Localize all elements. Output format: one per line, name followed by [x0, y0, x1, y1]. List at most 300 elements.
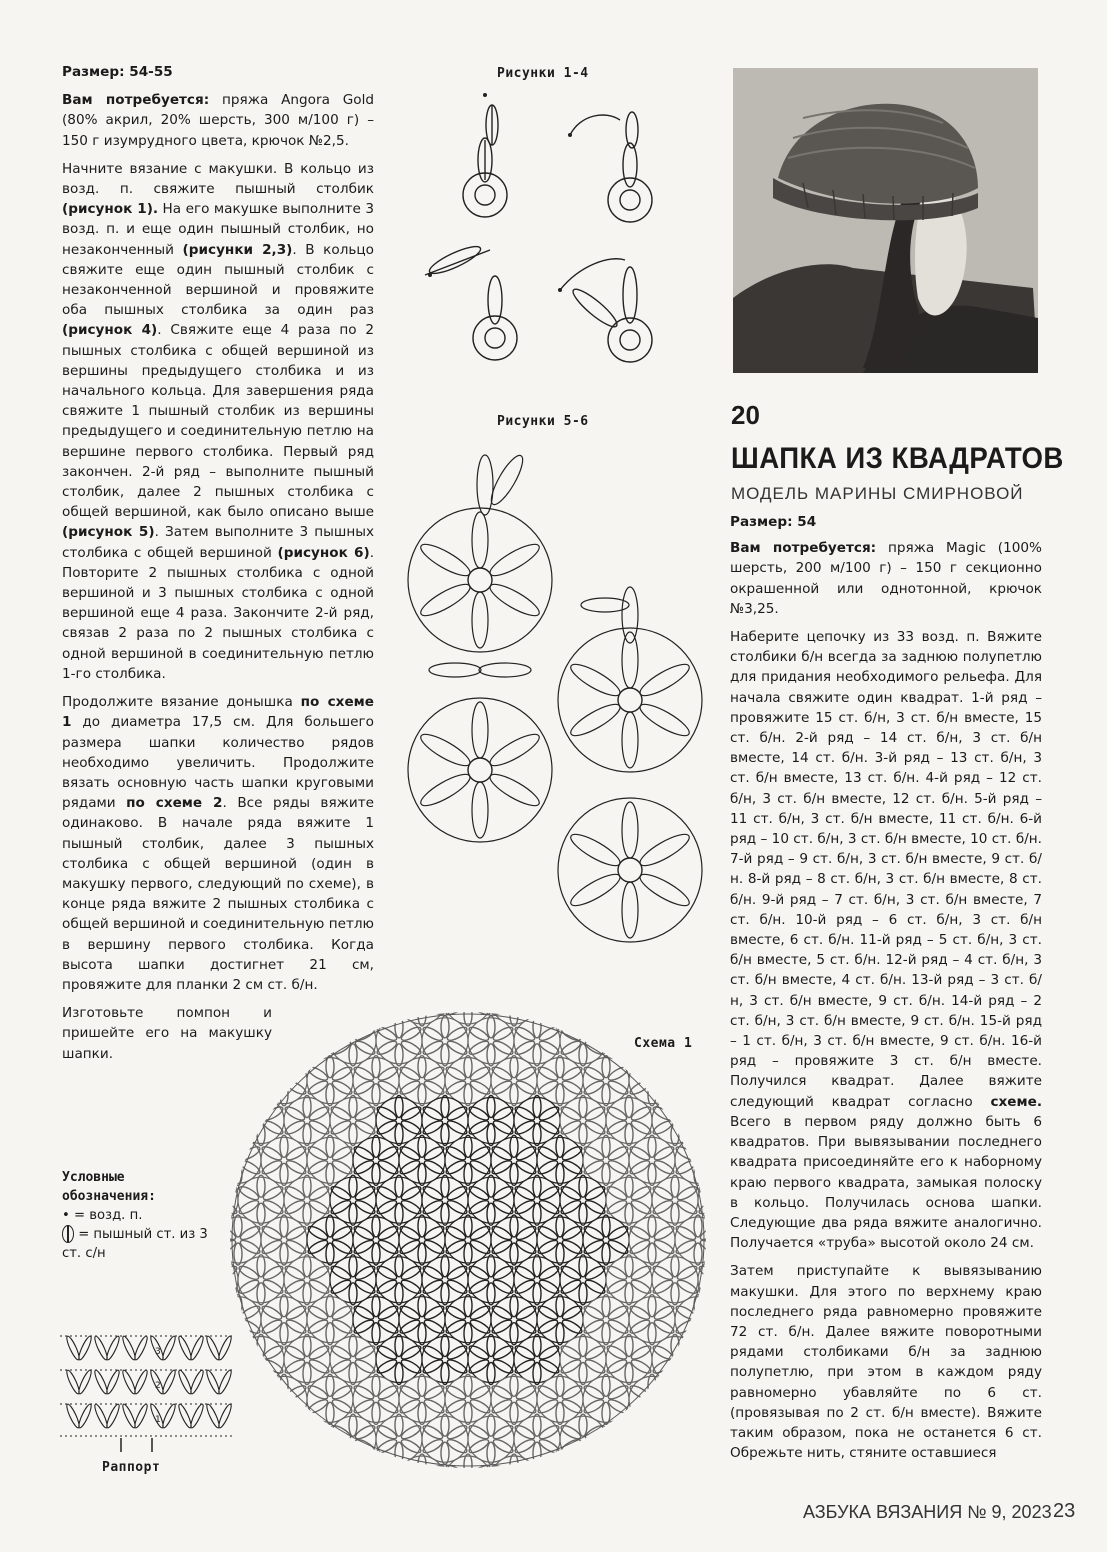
scheme-ring: [376, 1177, 422, 1223]
row-number-2: 2: [155, 1381, 161, 1391]
row-number-3: 3: [155, 1347, 161, 1357]
scheme-ring: [468, 1097, 514, 1143]
scheme-puff-stitch: [349, 1363, 357, 1385]
scheme-ring: [445, 978, 491, 1024]
scheme-ring: [537, 1058, 583, 1104]
scheme-ring: [422, 1416, 468, 1462]
scheme-puff-stitch: [464, 1402, 472, 1424]
scheme-puff-stitch: [303, 1203, 311, 1225]
scheme-ring: [675, 1217, 721, 1263]
scheme-ring: [330, 1177, 376, 1223]
legend-chain-stitch: • = возд. п.: [62, 1208, 143, 1223]
rapport-chart: [58, 1326, 238, 1438]
scheme-puff-stitch: [326, 1295, 334, 1317]
rapport-puff-stitch: [133, 1403, 149, 1429]
scheme-puff-stitch: [441, 1363, 449, 1385]
model-photo: [733, 68, 1038, 373]
scheme-ring: [491, 1297, 537, 1343]
scheme-puff-stitch: [349, 1123, 357, 1145]
scheme-puff-stitch: [349, 1414, 357, 1436]
scheme-puff-stitch: [487, 1335, 495, 1357]
scheme-puff-stitch: [510, 1056, 518, 1078]
scheme-ring: [537, 1137, 583, 1183]
scheme-puff-stitch: [464, 1454, 472, 1476]
scheme-outline: [232, 1014, 704, 1466]
scheme-puff-stitch: [651, 1105, 674, 1123]
scheme-puff-stitch: [280, 1135, 288, 1157]
scheme-puff-stitch: [326, 1374, 334, 1396]
scheme-puff-stitch: [490, 985, 513, 1003]
scheme-ring: [491, 1137, 537, 1183]
figure-6-flower: [558, 628, 702, 772]
legend: [62, 1168, 212, 1263]
scheme-ring: [583, 1297, 629, 1343]
scheme-puff-stitch: [257, 1363, 265, 1385]
scheme-ring: [514, 1018, 560, 1064]
scheme-puff-stitch: [395, 1044, 403, 1066]
scheme-puff-stitch: [625, 1123, 633, 1145]
scheme-puff-stitch: [280, 1243, 288, 1265]
scheme-puff-stitch: [464, 1056, 472, 1078]
scheme-puff-stitch: [469, 985, 492, 1003]
scheme-puff-stitch: [556, 1215, 564, 1237]
figures-5-6-label: Рисунки 5-6: [497, 414, 589, 429]
scheme-puff-stitch: [211, 1255, 219, 1277]
rapport-puff-stitch: [77, 1369, 93, 1395]
scheme-puff-stitch: [533, 1335, 541, 1357]
rapport-puff-stitch: [133, 1369, 149, 1395]
scheme-puff-stitch: [257, 1203, 265, 1225]
scheme-puff-stitch: [214, 1144, 237, 1162]
scheme-puff-stitch: [372, 1374, 380, 1396]
scheme-puff-stitch: [510, 1163, 518, 1185]
scheme-puff-stitch: [676, 1105, 699, 1123]
scheme-puff-stitch: [237, 1344, 260, 1362]
scheme-ring: [514, 1416, 560, 1462]
scheme-puff-stitch: [628, 1397, 651, 1415]
scheme-puff-stitch: [648, 1056, 656, 1078]
scheme-puff-stitch: [395, 1016, 403, 1038]
scheme-puff-stitch: [717, 1175, 725, 1197]
scheme-puff-stitch: [579, 1255, 587, 1277]
scheme-puff-stitch: [697, 1278, 720, 1296]
figure-2-ring: [570, 112, 652, 222]
scheme-puff-stitch: [487, 1442, 495, 1464]
scheme-ring: [468, 1177, 514, 1223]
scheme-puff-stitch: [211, 1175, 219, 1197]
scheme-puff-stitch: [515, 1463, 538, 1481]
scheme-ring: [537, 1297, 583, 1343]
scheme-ring: [238, 1177, 284, 1223]
scheme-ring: [399, 1297, 445, 1343]
scheme-puff-stitch: [556, 1374, 564, 1396]
scheme-puff-stitch: [510, 1482, 518, 1504]
scheme-puff-stitch: [671, 1363, 679, 1385]
scheme-puff-stitch: [699, 1144, 722, 1162]
left-instructions-2: Продолжите вязание донышка по схеме 1 до диаметра 17,5 см. Для большего размера шапки количество рядов необходимо увеличить. Продолжите вязать основную часть шапки круговыми рядами по схеме 2. Все ряды вяжите одинаково. В начале ряда вяжите 1 пышный столбик, далее 3 пышных столбика с общей вершиной (один в макушку первого, следующий по схеме), в конце ряда вяжите 2 пышных столбика с общей вершиной и соединительную петлю в вершину первого столбика. Когда высота шапки достигнет 21 см, провяжите для планки 2 см ст. б/н.: [62, 694, 374, 993]
scheme-puff-stitch: [395, 1095, 403, 1117]
scheme-puff-stitch: [234, 1243, 242, 1265]
scheme-ring: [330, 1337, 376, 1383]
scheme-ring: [353, 1376, 399, 1422]
scheme-puff-stitch: [579, 1335, 587, 1357]
scheme-ring: [376, 1257, 422, 1303]
scheme-ring: [353, 1058, 399, 1104]
scheme-puff-stitch: [717, 1283, 725, 1305]
scheme-puff-stitch: [372, 1402, 380, 1424]
scheme-puff-stitch: [423, 999, 446, 1017]
scheme-puff-stitch: [487, 1283, 495, 1305]
scheme-puff-stitch: [464, 1482, 472, 1504]
scheme-puff-stitch: [487, 1414, 495, 1436]
scheme-puff-stitch: [418, 1056, 426, 1078]
scheme-ring: [445, 1058, 491, 1104]
scheme-puff-stitch: [694, 1323, 702, 1345]
scheme-puff-stitch: [487, 1363, 495, 1385]
scheme-puff-stitch: [602, 1374, 610, 1396]
scheme-ring: [629, 1297, 675, 1343]
scheme-puff-stitch: [510, 1243, 518, 1265]
scheme-puff-stitch: [515, 999, 538, 1017]
scheme-ring: [261, 1297, 307, 1343]
scheme-ring: [330, 1097, 376, 1143]
scheme-puff-stitch: [556, 1056, 564, 1078]
scheme-puff-stitch: [237, 1105, 260, 1123]
scheme-puff-stitch: [464, 1084, 472, 1106]
figure-3-ring: [425, 242, 517, 360]
scheme-puff-stitch: [648, 1323, 656, 1345]
scheme-puff-stitch: [441, 1044, 449, 1066]
scheme-puff-stitch: [398, 1477, 421, 1495]
scheme-puff-stitch: [372, 1135, 380, 1157]
scheme-puff-stitch: [579, 1044, 587, 1066]
scheme-puff-stitch: [556, 1243, 564, 1265]
scheme-puff-stitch: [303, 1255, 311, 1277]
scheme-puff-stitch: [372, 1163, 380, 1185]
scheme-ring: [284, 1337, 330, 1383]
right-instructions-1: Наберите цепочку из 33 возд. п. Вяжите столбики б/н всегда за заднюю полупетлю для придания необходимого рельефа. Для начала свяжите один квадрат. 1-й ряд – провяжите 15 ст. б/н, 3 ст. б/н вместе, 15 ст. б/н. 2-й ряд – 14 ст. б/н, 3 ст. б/н вместе, 14 ст. б/н. 3-й ряд – 13 ст. б/н, 3 ст. б/н вместе, 13 ст. б/н. 4-й ряд – 12 ст. б/н, 3 ст. б/н вместе, 12 ст. б/н. 5-й ряд – 11 ст. б/н, 3 ст. б/н вместе, 11 ст. б/н. 6-й ряд – 10 ст. б/н, 3 ст. б/н вместе, 10 ст. б/н. 7-й ряд – 9 ст. б/н, 3 ст. б/н вместе, 9 ст. б/н. 8-й ряд – 8 ст. б/н, 3 ст. б/н вместе, 8 ст. б/н. 9-й ряд – 7 ст. б/н, 3 ст. б/н вместе, 7 ст. б/н. 10-й ряд – 6 ст. б/н, 3 ст. б/н вместе, 6 ст. б/н. 11-й ряд – 5 ст. б/н, 3 ст. б/н вместе, 5 ст. б/н. 12-й ряд – 4 ст. б/н, 3 ст. б/н вместе, 4 ст. б/н. 13-й ряд – 3 ст. б/н, 3 ст. б/н вместе, 9 ст. б/н. 14-й ряд – 2 ст. б/н, 3 ст. б/н вместе, 9 ст. б/н. 15-й ряд – 1 ст. б/н, 3 ст. б/н вместе, 9 ст. б/н. 16-й ряд – провяжите 3 ст. б/н вместе. Получился квадрат. Далее вяжите следующий квадрат согласно схеме. Всего в первом ряду должно быть 6 квадратов. При вывязывании последнего квадрата присоединяйте его к наборному краю первого квадрата, замыкая полоску в кольцо. Получилась основа шапки. Следующие два ряда вяжите аналогично. Получается «труба» высотой около 24 см.: [730, 629, 1042, 1252]
scheme-puff-stitch: [694, 1295, 702, 1317]
scheme-ring: [514, 1177, 560, 1223]
scheme-puff-stitch: [510, 1004, 518, 1026]
scheme-ring: [399, 1217, 445, 1263]
scheme-ring: [376, 1097, 422, 1143]
footer-magazine: АЗБУКА ВЯЗАНИЯ № 9, 2023: [803, 1502, 1052, 1522]
scheme-ring: [514, 1257, 560, 1303]
scheme-ring: [422, 1018, 468, 1064]
scheme-puff-stitch: [441, 1123, 449, 1145]
scheme-puff-stitch: [469, 1477, 492, 1495]
rapport-puff-stitch: [189, 1369, 205, 1395]
scheme-puff-stitch: [510, 1135, 518, 1157]
scheme-puff-stitch: [441, 1095, 449, 1117]
scheme-puff-stitch: [487, 1123, 495, 1145]
scheme-puff-stitch: [234, 1163, 242, 1185]
scheme-puff-stitch: [418, 1402, 426, 1424]
scheme-puff-stitch: [260, 1383, 283, 1401]
scheme-ring: [652, 1177, 698, 1223]
scheme-puff-stitch: [441, 1175, 449, 1197]
scheme-puff-stitch: [533, 1283, 541, 1305]
scheme-puff-stitch: [625, 1335, 633, 1357]
figure-6-flower-lower: [558, 798, 702, 942]
scheme-puff-stitch: [717, 1203, 725, 1225]
scheme-ring: [491, 1058, 537, 1104]
scheme-puff-stitch: [285, 1397, 308, 1415]
scheme-puff-stitch: [423, 1463, 446, 1481]
rapport-puff-stitch: [161, 1335, 177, 1361]
scheme-ring: [629, 1137, 675, 1183]
scheme-puff-stitch: [211, 1283, 219, 1305]
scheme-puff-stitch: [533, 1255, 541, 1277]
scheme-puff-stitch: [257, 1095, 265, 1117]
scheme-puff-stitch: [237, 1358, 260, 1376]
figures-1-4: [420, 90, 680, 390]
scheme-puff-stitch: [464, 1295, 472, 1317]
scheme-puff-stitch: [280, 1215, 288, 1237]
scheme-ring: [307, 1376, 353, 1422]
scheme-puff-stitch: [372, 1323, 380, 1345]
scheme-ring: [606, 1097, 652, 1143]
scheme-puff-stitch: [653, 1065, 676, 1083]
rapport-puff-stitch: [217, 1403, 233, 1429]
scheme-puff-stitch: [464, 1323, 472, 1345]
scheme-ring: [307, 1137, 353, 1183]
scheme-puff-stitch: [464, 1135, 472, 1157]
scheme-puff-stitch: [625, 1095, 633, 1117]
scheme-puff-stitch: [602, 1084, 610, 1106]
scheme-puff-stitch: [671, 1175, 679, 1197]
rapport-puff-stitch: [105, 1403, 121, 1429]
scheme-ring: [192, 1257, 238, 1303]
scheme-puff-stitch: [191, 1278, 214, 1296]
scheme-ring: [468, 1257, 514, 1303]
scheme-puff-stitch: [326, 1084, 334, 1106]
scheme-puff-stitch: [579, 1363, 587, 1385]
scheme-puff-stitch: [303, 1095, 311, 1117]
scheme-puff-stitch: [349, 1175, 357, 1197]
scheme-puff-stitch: [697, 1184, 720, 1202]
scheme-puff-stitch: [303, 1283, 311, 1305]
scheme-puff-stitch: [303, 1175, 311, 1197]
scheme-puff-stitch: [510, 1215, 518, 1237]
scheme-ring: [307, 1297, 353, 1343]
scheme-puff-stitch: [395, 1442, 403, 1464]
scheme-puff-stitch: [257, 1175, 265, 1197]
scheme-puff-stitch: [237, 1119, 260, 1137]
article-number: 20: [731, 400, 760, 430]
scheme-puff-stitch: [533, 1175, 541, 1197]
scheme-puff-stitch: [441, 1442, 449, 1464]
scheme-ring: [560, 1257, 606, 1303]
scheme-puff-stitch: [257, 1255, 265, 1277]
scheme-ring: [330, 1257, 376, 1303]
scheme-ring: [445, 1217, 491, 1263]
scheme-puff-stitch: [214, 1304, 237, 1322]
scheme-puff-stitch: [653, 1397, 676, 1415]
scheme-puff-stitch: [533, 1044, 541, 1066]
scheme-ring: [261, 1137, 307, 1183]
scheme-puff-stitch: [584, 1437, 607, 1455]
scheme-puff-stitch: [303, 1363, 311, 1385]
scheme-puff-stitch: [326, 1243, 334, 1265]
scheme-puff-stitch: [676, 1119, 699, 1137]
scheme-puff-stitch: [694, 1243, 702, 1265]
scheme-ring: [491, 1217, 537, 1263]
scheme-ring: [376, 1416, 422, 1462]
scheme-puff-stitch: [395, 1414, 403, 1436]
scheme-puff-stitch: [234, 1295, 242, 1317]
scheme-puff-stitch: [533, 1203, 541, 1225]
scheme-ring: [583, 1217, 629, 1263]
scheme-ring: [560, 1177, 606, 1223]
left-instructions-1: Начните вязание с макушки. В кольцо из возд. п. свяжите пышный столбик (рисунок 1). На его макушке выполните 3 возд. п. и еще один пышный столбик, но незаконченный (рисунки 2,3). В кольцо свяжите еще один пышный столбик с незаконченной вершиной и провяжите оба пышных столбика за один раз (рисунок 4). Свяжите еще 4 раза по 2 пышных столбика с общей вершиной из вершины предыдущего столбика и из начального кольца. Для завершения ряда свяжите 1 пышный столбик из вершины предыдущего и соединительную петлю на вершине первого столбика. Первый ряд закончен. 2-й ряд – выполните пышный столбик, далее 2 пышных столбика с общей вершиной, как было описано выше (рисунок 5). Затем выполните 3 пышных столбика с общей вершиной (рисунок 6). Повторите 2 пышных столбика с одной вершиной и 3 пышных столбика с одной вершиной еще 4 раза. Закончите 2-й ряд, связав 2 раза по 2 пышных столбика с одной вершиной в соединительную петлю 1-го столбика.: [62, 160, 375, 682]
scheme-puff-stitch: [257, 1283, 265, 1305]
scheme-ring: [606, 1257, 652, 1303]
scheme-ring: [238, 1097, 284, 1143]
scheme-puff-stitch: [579, 1016, 587, 1038]
scheme-puff-stitch: [372, 1243, 380, 1265]
article-title: ШАПКА ИЗ КВАДРАТОВ: [731, 442, 1064, 475]
scheme-puff-stitch: [579, 1175, 587, 1197]
scheme-ring: [422, 1257, 468, 1303]
rapport-puff-stitch: [105, 1335, 121, 1361]
left-article: [62, 62, 374, 1072]
scheme-1-diagram: [228, 1010, 708, 1470]
scheme-puff-stitch: [349, 1283, 357, 1305]
scheme-puff-stitch: [285, 1065, 308, 1083]
scheme-puff-stitch: [418, 1215, 426, 1237]
scheme-puff-stitch: [487, 1044, 495, 1066]
scheme-puff-stitch: [441, 1335, 449, 1357]
scheme-puff-stitch: [214, 1158, 237, 1176]
scheme-ring: [238, 1257, 284, 1303]
scheme-puff-stitch: [648, 1295, 656, 1317]
scheme-ring: [629, 1217, 675, 1263]
scheme-ring: [514, 1097, 560, 1143]
scheme-puff-stitch: [699, 1158, 722, 1176]
scheme-ring: [606, 1177, 652, 1223]
scheme-puff-stitch: [349, 1044, 357, 1066]
right-instructions-2: Затем приступайте к вывязыванию макушки. Для этого по верхнему краю последнего ряда равномерно провяжите 72 ст. б/н. Далее вяжите поворотными рядами столбиками б/н за заднюю полупетлю, при этом в каждом ряду равномерно убавляйте по 6 ст. (провязывая по 2 ст. б/н вместе). Вяжите таким образом, пока не останется 6 ст. Обрежьте нить, стяните оставшиеся: [730, 1263, 1042, 1462]
scheme-ring: [353, 1297, 399, 1343]
scheme-puff-stitch: [579, 1203, 587, 1225]
scheme-puff-stitch: [398, 999, 421, 1017]
scheme-puff-stitch: [515, 985, 538, 1003]
scheme-puff-stitch: [395, 1123, 403, 1145]
scheme-puff-stitch: [349, 1095, 357, 1117]
scheme-puff-stitch: [280, 1163, 288, 1185]
scheme-ring: [284, 1097, 330, 1143]
scheme-puff-stitch: [349, 1255, 357, 1277]
scheme-puff-stitch: [326, 1323, 334, 1345]
scheme-puff-stitch: [487, 1095, 495, 1117]
scheme-ring: [399, 978, 445, 1024]
scheme-puff-stitch: [694, 1135, 702, 1157]
scheme-puff-stitch: [648, 1402, 656, 1424]
scheme-puff-stitch: [533, 1363, 541, 1385]
scheme-puff-stitch: [444, 985, 467, 1003]
scheme-ring: [307, 1058, 353, 1104]
scheme-ring: [284, 1177, 330, 1223]
scheme-ring: [468, 1337, 514, 1383]
right-size-line: Размер: 54: [730, 514, 817, 530]
scheme-ring: [445, 1137, 491, 1183]
scheme-puff-stitch: [487, 1203, 495, 1225]
scheme-ring: [537, 1217, 583, 1263]
scheme-puff-stitch: [556, 1163, 564, 1185]
rapport-puff-stitch: [105, 1369, 121, 1395]
scheme-puff-stitch: [556, 1084, 564, 1106]
scheme-ring: [399, 1376, 445, 1422]
scheme-puff-stitch: [556, 1135, 564, 1157]
scheme-ring: [422, 1177, 468, 1223]
scheme-puff-stitch: [648, 1243, 656, 1265]
scheme-puff-stitch: [625, 1283, 633, 1305]
scheme-puff-stitch: [602, 1295, 610, 1317]
scheme-puff-stitch: [602, 1243, 610, 1265]
scheme-puff-stitch: [487, 1255, 495, 1277]
scheme-puff-stitch: [372, 1215, 380, 1237]
scheme-puff-stitch: [395, 1255, 403, 1277]
scheme-puff-stitch: [490, 1463, 513, 1481]
scheme-puff-stitch: [418, 1004, 426, 1026]
scheme-puff-stitch: [395, 1363, 403, 1385]
scheme-puff-stitch: [280, 1402, 288, 1424]
scheme-puff-stitch: [510, 1454, 518, 1476]
scheme-puff-stitch: [326, 1135, 334, 1157]
scheme-puff-stitch: [671, 1255, 679, 1277]
scheme-puff-stitch: [510, 1402, 518, 1424]
scheme-puff-stitch: [395, 1203, 403, 1225]
scheme-puff-stitch: [579, 1414, 587, 1436]
page-number: 23: [1053, 1500, 1076, 1522]
scheme-puff-stitch: [441, 1414, 449, 1436]
scheme-puff-stitch: [260, 1079, 283, 1097]
scheme-puff-stitch: [676, 1358, 699, 1376]
scheme-ring: [491, 1376, 537, 1422]
scheme-puff-stitch: [628, 1065, 651, 1083]
scheme-puff-stitch: [418, 1295, 426, 1317]
rapport-puff-stitch: [189, 1403, 205, 1429]
scheme-puff-stitch: [602, 1215, 610, 1237]
scheme-puff-stitch: [579, 1095, 587, 1117]
legend-puff-stitch: = пышный ст. из 3 ст. с/н: [62, 1227, 208, 1261]
scheme-puff-stitch: [653, 1079, 676, 1097]
scheme-puff-stitch: [280, 1295, 288, 1317]
scheme-puff-stitch: [441, 1283, 449, 1305]
scheme-puff-stitch: [234, 1135, 242, 1157]
rapport-puff-stitch: [77, 1403, 93, 1429]
rapport-puff-stitch: [161, 1369, 177, 1395]
scheme-puff-stitch: [395, 1175, 403, 1197]
scheme-puff-stitch: [418, 1243, 426, 1265]
scheme-ring: [376, 1018, 422, 1064]
scheme-puff-stitch: [464, 1004, 472, 1026]
scheme-puff-stitch: [556, 1295, 564, 1317]
scheme-puff-stitch: [671, 1203, 679, 1225]
rapport-puff-stitch: [217, 1335, 233, 1361]
scheme-puff-stitch: [418, 1323, 426, 1345]
rapport-puff-stitch: [189, 1335, 205, 1361]
scheme-ring: [468, 1018, 514, 1064]
scheme-puff-stitch: [648, 1135, 656, 1157]
figure-5-flower: [408, 508, 552, 652]
scheme-puff-stitch: [234, 1215, 242, 1237]
scheme-ring: [353, 1137, 399, 1183]
scheme-ring: [330, 1018, 376, 1064]
scheme-puff-stitch: [326, 1215, 334, 1237]
